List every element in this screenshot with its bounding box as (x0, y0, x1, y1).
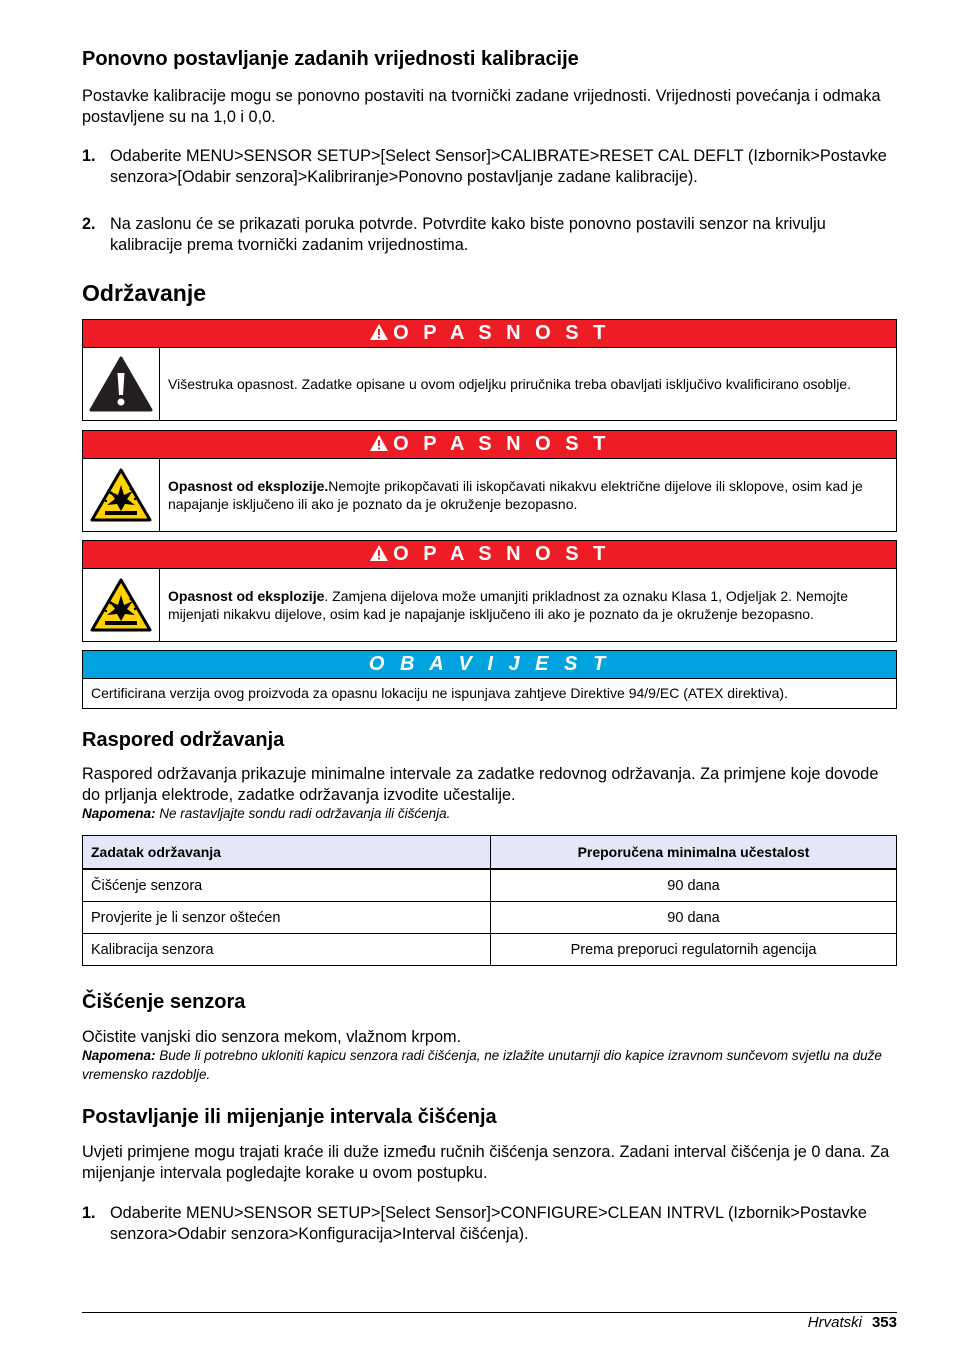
schedule-intro-paragraph: Raspored održavanja prikazuje minimalne intervale za zadatke redovnog održavanja. Za primjene koje dovode do prljanja elektrode, zadatke održavanja izvodite učestalije. (82, 765, 879, 804)
section-title-maintenance: Održavanje (82, 280, 206, 306)
interval-intro-paragraph: Uvjeti primjene mogu trajati kraće ili duže između ručnih čišćenja senzora. Zadani interval čišćenja je 0 dana. Za mijenjanje intervala pogledajte korake u ovom postupku. (82, 1143, 890, 1182)
danger-message: Opasnost od eksplozije.Nemojte prikopčavati ili iskopčavati nikakvu električne dijelove ili sklopove, osim kad je napajanje isključeno ili ako je poznato da je okruženje bezopasno. (168, 477, 863, 512)
frequency-cell: Prema preporuci regulatornih agencija (491, 934, 897, 966)
section-title-cleaning-interval: Postavljanje ili mijenjanje intervala čišćenja (82, 1106, 497, 1128)
step-number: 2. (82, 215, 96, 233)
notice-message: Certificirana verzija ovog proizvoda za opasnu lokaciju ne ispunjava zahtjeve Direktive 94/9/EC (ATEX direktiva). (91, 685, 788, 701)
step-text: Na zaslonu će se prikazati poruka potvrde. Potvrdite kako biste ponovno postavili senzor na krivulju kalibracije prema tvornički zadanim vrijednostima. (110, 215, 826, 254)
danger-box-1 (82, 319, 897, 421)
step-number: 1. (82, 1204, 96, 1222)
danger-box-2 (82, 430, 897, 532)
note-label: Napomena: (82, 806, 156, 821)
warning-exclamation-icon (83, 348, 160, 420)
danger-header (83, 320, 896, 348)
section-title-reset-calibration: Ponovno postavljanje zadanih vrijednosti kalibracije (82, 48, 579, 70)
table-row (83, 869, 897, 902)
warning-triangle-icon (369, 434, 389, 452)
reset-step-2 (82, 214, 897, 256)
danger-box-3 (82, 540, 897, 642)
danger-message: Višestruka opasnost. Zadatke opisane u ovom odjeljku priručnika treba obavljati isključivo kvalificirano osoblje. (168, 375, 851, 392)
footer-divider (82, 1312, 897, 1313)
column-header-frequency: Preporučena minimalna učestalost (491, 836, 897, 870)
step-text: Odaberite MENU>SENSOR SETUP>[Select Sensor]>CALIBRATE>RESET CAL DEFLT (Izbornik>Postavke senzora>[Odabir senzora]>Kalibriranje>Ponovno postavljanje zadane kalibracije). (110, 147, 887, 186)
column-header-task: Zadatak održavanja (83, 836, 491, 870)
maintenance-schedule-table (82, 835, 897, 966)
cleaning-note (82, 1047, 897, 1084)
schedule-note (82, 805, 897, 824)
notice-box (82, 650, 897, 709)
notice-header: O B A V I J E S T (83, 651, 896, 679)
table-row (83, 902, 897, 934)
page-number: 353 (871, 1314, 897, 1331)
danger-header (83, 431, 896, 459)
footer-language: Hrvatski (807, 1314, 862, 1331)
table-row (83, 934, 897, 966)
section-title-sensor-cleaning: Čišćenje senzora (82, 991, 246, 1013)
section-title-maintenance-schedule: Raspored održavanja (82, 729, 285, 751)
danger-label: O P A S N O S T (393, 433, 610, 455)
page-footer (808, 1313, 897, 1333)
warning-triangle-icon (369, 544, 389, 562)
step-number: 1. (82, 147, 96, 165)
danger-header (83, 541, 896, 569)
frequency-cell: 90 dana (491, 869, 897, 902)
note-text: Bude li potrebno ukloniti kapicu senzora radi čišćenja, ne izlažite unutarnji dio kapice izravnom sunčevom svjetlu na duže vremensko razdoblje. (82, 1048, 882, 1082)
step-text: Odaberite MENU>SENSOR SETUP>[Select Sensor]>CONFIGURE>CLEAN INTRVL (Izbornik>Postavke senzora>Odabir senzora>Konfiguracija>Interval čišćenja). (110, 1204, 867, 1243)
reset-intro-paragraph: Postavke kalibracije mogu se ponovno postaviti na tvornički zadane vrijednosti. Vrijednosti povećanja i odmaka postavljene su na 1,0 i 0,0. (82, 87, 881, 126)
danger-label: O P A S N O S T (393, 543, 610, 565)
note-text: Ne rastavljajte sondu radi održavanja ili čišćenja. (155, 806, 451, 821)
danger-message: Opasnost od eksplozije. Zamjena dijelova može umanjiti prikladnost za oznaku Klasa 1, Odjeljak 2. Nemojte mijenjati nikakvu dijelove, osim kad je napajanje isključeno ili ako je poznato da je okruženje bezopasno. (168, 587, 849, 622)
cleaning-intro-paragraph: Očistite vanjski dio senzora mekom, vlažnom krpom. (82, 1028, 462, 1046)
danger-label: O P A S N O S T (393, 322, 610, 344)
table-header-row (83, 836, 897, 870)
frequency-cell: 90 dana (491, 902, 897, 934)
reset-step-1 (82, 146, 897, 208)
explosion-icon (83, 459, 160, 531)
interval-step-1 (82, 1203, 897, 1245)
warning-triangle-icon (369, 323, 389, 341)
task-cell: Provjerite je li senzor oštećen (83, 902, 491, 934)
explosion-icon (83, 569, 160, 641)
note-label: Napomena: (82, 1048, 156, 1063)
task-cell: Čišćenje senzora (83, 869, 491, 902)
task-cell: Kalibracija senzora (83, 934, 491, 966)
